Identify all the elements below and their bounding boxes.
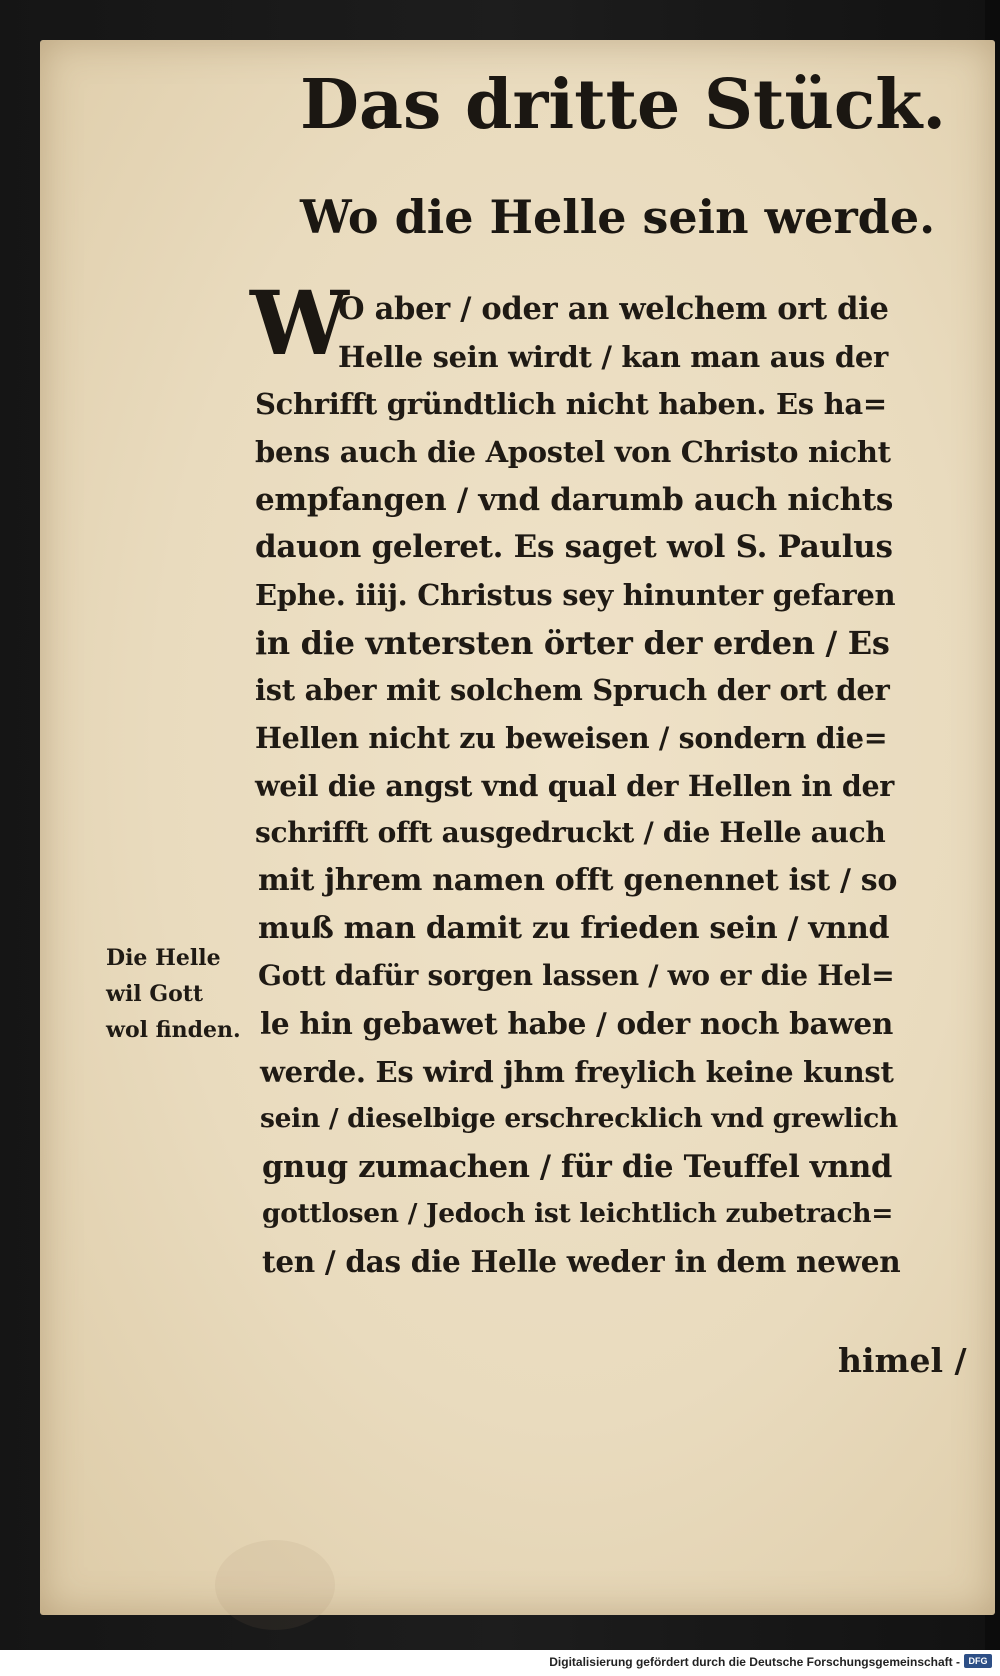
page-title: Das dritte Stück. <box>300 65 947 145</box>
text-line: in die vntersten örter der erden / Es <box>255 624 890 662</box>
text-line: le hin gebawet habe / oder noch bawen <box>260 1006 894 1041</box>
text-line: O aber / oder an welchem ort die <box>338 291 889 327</box>
text-line: bens auch die Apostel von Christo nicht <box>255 435 891 469</box>
text-line: ten / das die Helle weder in dem newen <box>262 1244 901 1279</box>
text-line: Ephe. iiij. Christus sey hinunter gefaren <box>255 578 896 612</box>
dfg-logo: DFG <box>964 1654 992 1668</box>
text-line: weil die angst vnd qual der Hellen in der <box>255 769 895 803</box>
text-line: Schrifft gründtlich nicht haben. Es ha= <box>255 387 887 421</box>
text-line: sein / dieselbige erschrecklich vnd grewlich <box>260 1103 898 1134</box>
text-line: ist aber mit solchem Spruch der ort der <box>255 673 890 707</box>
text-line: gnug zumachen / für die Teuffel vnnd <box>262 1149 892 1185</box>
text-line: Hellen nicht zu beweisen / sondern die= <box>255 721 888 755</box>
text-line: empfangen / vnd darumb auch nichts <box>255 482 894 518</box>
text-line: dauon geleret. Es saget wol S. Paulus <box>255 529 893 565</box>
text-line: Helle sein wirdt / kan man aus der <box>338 340 888 374</box>
margin-note-line: Die Helle <box>106 945 221 971</box>
text-line: gottlosen / Jedoch ist leichtlich zubetrach= <box>262 1198 894 1229</box>
initial-letter: W <box>250 271 349 375</box>
catchword: himel / <box>838 1341 967 1380</box>
paper-stain <box>215 1540 335 1630</box>
text-line: muß man damit zu frieden sein / vnnd <box>258 911 890 946</box>
text-line: schrifft offt ausgedruckt / die Helle auch <box>255 816 886 849</box>
text-line: Gott dafür sorgen lassen / wo er die Hel= <box>258 959 895 992</box>
text-line: werde. Es wird jhm freylich keine kunst <box>260 1055 894 1089</box>
margin-note-line: wil Gott <box>106 981 204 1007</box>
text-line: mit jhrem namen offt genennet ist / so <box>258 863 898 898</box>
margin-note-line: wol finden. <box>106 1017 241 1043</box>
footer-credit: Digitalisierung gefördert durch die Deutsche Forschungsgemeinschaft - <box>549 1655 960 1669</box>
section-title: Wo die Helle sein werde. <box>300 190 936 244</box>
margin-note <box>106 940 256 1048</box>
